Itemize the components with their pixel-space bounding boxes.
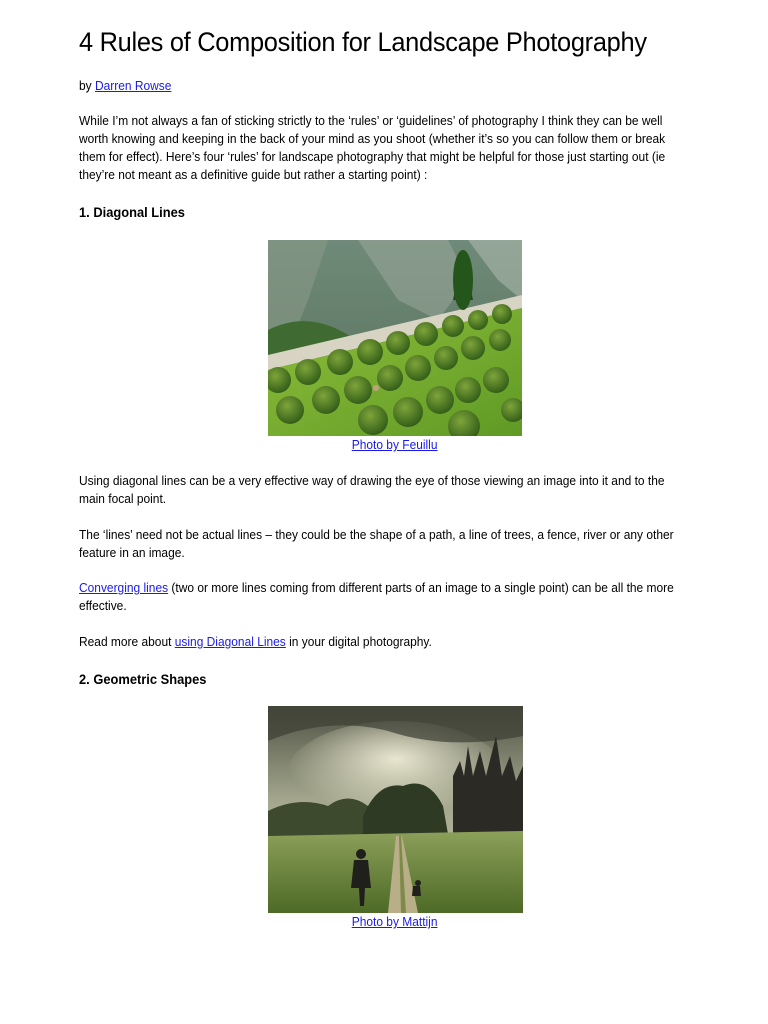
section-heading-diagonal-lines: 1. Diagonal Lines [79,204,185,220]
intro-paragraph: While I’m not always a fan of sticking strictly to the ‘rules’ or ‘guidelines’ of photography I think they can be well worth knowing and keeping in the back of your mind as you shoot (whether it’s so you can follow them or break them for effect). Here’s four ‘rules’ for landscape photography that might be helpful for those just starting out (ie they’re not meant as a definitive guide but rather a starting point) : [79,113,666,182]
article-title: 4 Rules of Composition for Landscape Photography [79,27,647,57]
photo-credit-feuillu [268,437,522,453]
diagonal-paragraph-1: Using diagonal lines can be a very effective way of drawing the eye of those viewing an image into it and to the main focal point. [79,473,665,506]
diagonal-lines-link[interactable]: using Diagonal Lines [174,634,286,649]
byline [79,78,171,94]
garden-landscape-image [268,240,522,436]
diagonal-paragraph-2: The ‘lines’ need not be actual lines – they could be the shape of a path, a line of trees, a fence, river or any other feature in an image. [79,527,674,560]
diagonal-paragraph-3 [79,579,686,615]
author-link[interactable]: Darren Rowse [94,78,172,93]
photo-credit-mattijn [268,914,522,930]
section-heading-geometric-shapes: 2. Geometric Shapes [79,671,207,687]
diagonal-paragraph-4 [79,633,686,651]
photo-geometric-shapes [268,706,523,913]
photo-credit-link-mattijn[interactable]: Photo by Mattijn [352,914,438,929]
read-more-suffix: in your digital photography. [285,634,432,649]
field-path-image [268,706,523,913]
photo-diagonal-lines [268,240,522,436]
diagonal-paragraph-3-text: (two or more lines coming from different parts of an image to a single point) can be all the more effective. [79,580,674,613]
byline-prefix: by [79,78,95,93]
photo-credit-link-feuillu[interactable]: Photo by Feuillu [352,437,438,452]
read-more-prefix: Read more about [79,634,175,649]
converging-lines-link[interactable]: Converging lines [79,580,169,595]
